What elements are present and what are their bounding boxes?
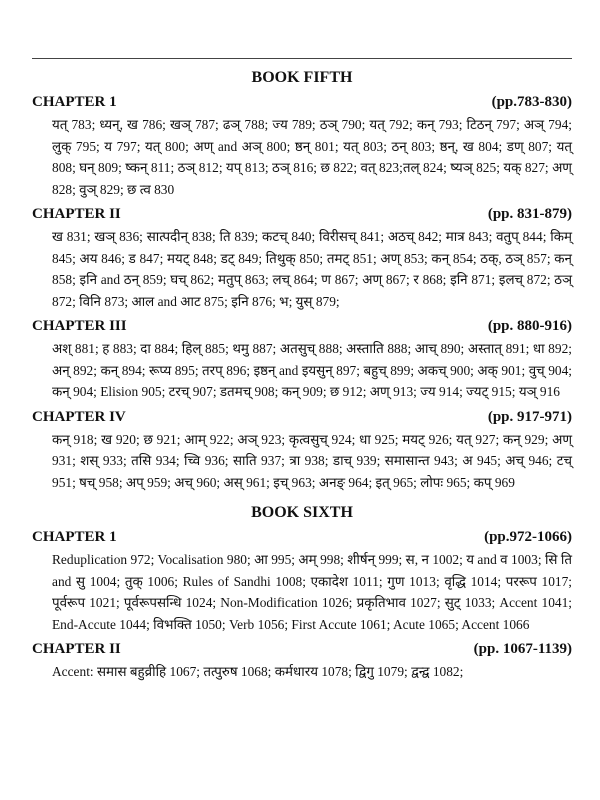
chapter-heading: CHAPTER 1 bbox=[32, 529, 117, 545]
chapter-entry bbox=[32, 407, 572, 494]
chapter-entry bbox=[32, 316, 572, 403]
chapter-contents: ख 831; खञ् 836; सात्पदीन् 838; ति 839; कटच् 840; विरीसच् 841; अठच् 842; मात्र 843; वतुप् 844; किम् 845; अय 846; ड 847; मयट् 848; डट् 849; तिथुक् 850; तमट् 851; अण् 853; कन् 854; ठक्, ठञ् 857; कन् 858; इनि and ठन् 859; घच् 862; मतुप् 863; लच् 864; ण 867; अण् 867; र 868; इनि 871; इलच् 872; ठञ् 872; विनि 873; आल and आट 875; इनि 876; भ; युस् 879; bbox=[52, 229, 572, 309]
chapter-entry bbox=[32, 639, 572, 683]
chapter-heading: CHAPTER III bbox=[32, 318, 127, 334]
chapter-header bbox=[32, 204, 572, 224]
book-sixth bbox=[32, 503, 572, 683]
chapter-page-range: (pp.972-1066) bbox=[484, 529, 572, 545]
book-fifth bbox=[32, 68, 572, 493]
chapter-header bbox=[32, 407, 572, 427]
chapter-header bbox=[32, 316, 572, 336]
chapter-page-range: (pp. 1067-1139) bbox=[473, 641, 572, 657]
chapter-contents: Reduplication 972; Vocalisation 980; आ 995; अम् 998; शीर्षन् 999; स, न 1002; य and व 1003; सि ति and सु 1004; तुक् 1006; Rules of Sandhi 1008; एकादेश 1011; गुण 1013; वृद्धि 1014; पररूप 1017; पूर्वरूप 1021; पूर्वरूपसन्धि 1024; Non-Modification 1026; प्रकृतिभाव 1027; सुट् 1033; Accent 1041; End-Accute 1044; विभक्ति 1050; Verb 1056; First Accute 1061; Acute 1065; Accent 1066 bbox=[52, 552, 572, 632]
chapter-entry bbox=[32, 527, 572, 635]
chapter-page-range: (pp. 831-879) bbox=[487, 206, 572, 222]
chapter-heading: CHAPTER 1 bbox=[32, 94, 117, 110]
contents-list bbox=[32, 68, 572, 683]
chapter-entry bbox=[32, 204, 572, 312]
book-title: BOOK FIFTH bbox=[251, 69, 353, 86]
chapter-entry bbox=[32, 92, 572, 200]
chapter-page-range: (pp.783-830) bbox=[491, 94, 572, 110]
chapter-heading: CHAPTER II bbox=[32, 206, 121, 222]
chapter-contents: यत् 783; ध्यन्, ख 786; खञ् 787; ढञ् 788; ज्य 789; ठञ् 790; यत् 792; कन् 793; टिठन् 797; अञ् 794; लुक् 795; य 797; यत् 800; अण् and अञ् 800; ष्ठन् 801; यत् 803; ठन् 803; ष्ठन्, ख 804; डण् 807; यत् 808; घन् 809; ष्कन् 811; ठञ् 812; यप् 813; ठञ् 816; छ 822; वत् 823;तल् 824; ष्यञ् 825; यक् 827; अण् 828; वुञ् 829; छ त्व 830 bbox=[52, 117, 572, 197]
chapter-header bbox=[32, 527, 572, 547]
book-title: BOOK SIXTH bbox=[251, 504, 353, 521]
chapter-header bbox=[32, 639, 572, 659]
chapter-contents: Accent: समास बहुव्रीहि 1067; तत्पुरुष 1068; कर्मधारय 1078; द्विगु 1079; द्वन्द्व 1082; bbox=[52, 664, 464, 679]
chapter-heading: CHAPTER IV bbox=[32, 408, 126, 425]
chapter-page-range: (pp. 880-916) bbox=[487, 318, 572, 334]
chapter-contents: अश् 881; ह 883; दा 884; हिल् 885; थमु 887; अतसुच् 888; अस्ताति 888; आच् 890; अस्तात् 891; धा 892; अन् 892; कन् 894; रूप्य 895; तरप् 896; इष्ठन् and इयसुन् 897; बहुच् 899; अकच् 900; अक् 901; वुच् 904; कन् 904; Elision 905; टरच् 907; डतमच् 908; कन् 909; छ 912; अण् 913; ज्य 914; ज्यट् 915; यञ् 916 bbox=[52, 341, 572, 399]
chapter-header bbox=[32, 92, 572, 112]
top-rule bbox=[32, 58, 572, 59]
chapter-page-range: (pp. 917-971) bbox=[487, 408, 572, 425]
chapter-heading: CHAPTER II bbox=[32, 641, 121, 657]
chapter-contents: कन् 918; ख 920; छ 921; आम् 922; अञ् 923; कृत्वसुच् 924; धा 925; मयट् 926; यत् 927; कन् 929; अण् 931; शस् 933; तसि 934; च्वि 936; साति 937; त्रा 938; डाच् 939; समासान्त 943; अ 945; अच् 946; टच् 951; षच् 958; अप् 959; अच् 960; अस् 961; इच् 963; अनङ् 964; इत् 965; लोपः 965; कप् 969 bbox=[52, 431, 572, 490]
